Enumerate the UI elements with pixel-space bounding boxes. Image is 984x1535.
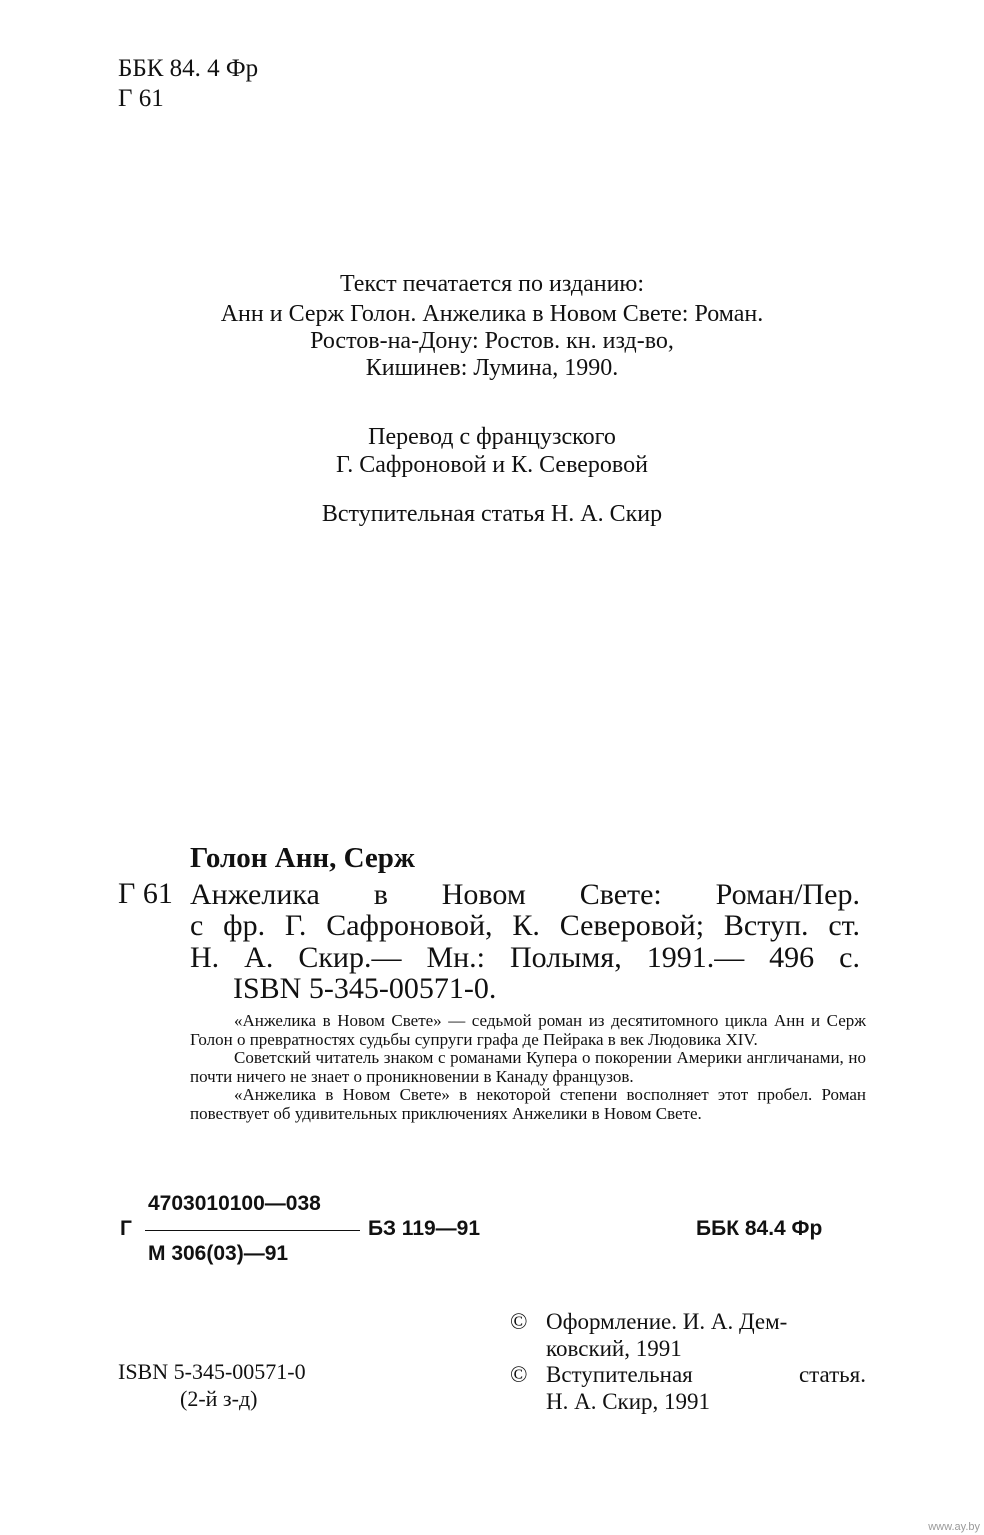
catalog-line1: Анжелика в Новом Свете: Роман/Пер. [190, 878, 860, 911]
formula-letter: Г [120, 1217, 132, 1240]
source-edition-line1: Текст печатается по изданию: [339, 271, 645, 297]
bbk-code: ББК 84. 4 Фр [118, 55, 259, 82]
formula-numerator: 4703010100—038 [148, 1192, 321, 1215]
copyright-article-word2: статья. [798, 1362, 866, 1387]
translation-line1: Перевод с французского [368, 424, 616, 450]
copyright-article [510, 1361, 866, 1415]
annotation-paragraph-1: «Анжелика в Новом Свете» — седьмой роман из десятитомного цикла Анн и Серж Голон о превратностях судьбы супруги графа де Пейрака в век Людовика XIV. [190, 1011, 866, 1049]
annotation [190, 1012, 866, 1123]
copyright-article-line2: Н. А. Скир, 1991 [546, 1389, 711, 1414]
catalog-line2: с фр. Г. Сафроновой, К. Северовой; Вступ. ст. [190, 909, 860, 942]
bbk-index-top [118, 54, 258, 114]
author-mark: Г 61 [118, 85, 164, 112]
catalog-code: Г 61 [118, 877, 173, 910]
source-edition-line4: Кишинев: Лумина, 1990. [365, 355, 619, 381]
formula-bz: БЗ 119—91 [368, 1217, 481, 1240]
source-edition-line2: Анн и Серж Голон. Анжелика в Новом Свете: Роман. [220, 301, 764, 327]
annotation-paragraph-2: Советский читатель знаком с романами Купера о покорении Америки англичанами, но почти ничего не знает о проникновении в Канаду французов. [190, 1048, 866, 1086]
formula-denominator: М 306(03)—91 [148, 1242, 289, 1265]
catalog-line3: Н. А. Скир.— Мн.: Полымя, 1991.— 496 с. [190, 941, 860, 974]
isbn-bottom [118, 1358, 306, 1412]
copyright-symbol-icon: © [510, 1309, 528, 1334]
catalog-isbn: ISBN 5-345-00571-0. [233, 972, 497, 1005]
formula-fraction-line [145, 1230, 360, 1231]
formula-bbk: ББК 84.4 Фр [696, 1217, 823, 1240]
isbn-bottom-line1: ISBN 5-345-00571-0 [118, 1359, 306, 1384]
watermark: www.ay.by [928, 1521, 980, 1533]
source-edition-line3: Ростов-на-Дону: Ростов. кн. изд-во, [310, 328, 674, 354]
copyright-design [510, 1308, 866, 1362]
translation-line2: Г. Сафроновой и К. Северовой [336, 452, 648, 478]
annotation-paragraph-3: «Анжелика в Новом Свете» в некоторой степени восполняет этот пробел. Роман повествует об удивительных приключениях Анжелики в Новом Свете. [190, 1085, 866, 1123]
copyright-design-line1: Оформление. И. А. Дем- [546, 1309, 788, 1334]
copyright-symbol-icon: © [510, 1362, 528, 1387]
copyright-article-word1: Вступительная [546, 1362, 693, 1387]
copyright-design-line2: ковский, 1991 [546, 1336, 682, 1361]
isbn-bottom-line2: (2-й з-д) [180, 1386, 258, 1411]
intro-article-credit: Вступительная статья Н. А. Скир [321, 501, 663, 527]
catalog-author: Голон Анн, Серж [190, 842, 415, 874]
